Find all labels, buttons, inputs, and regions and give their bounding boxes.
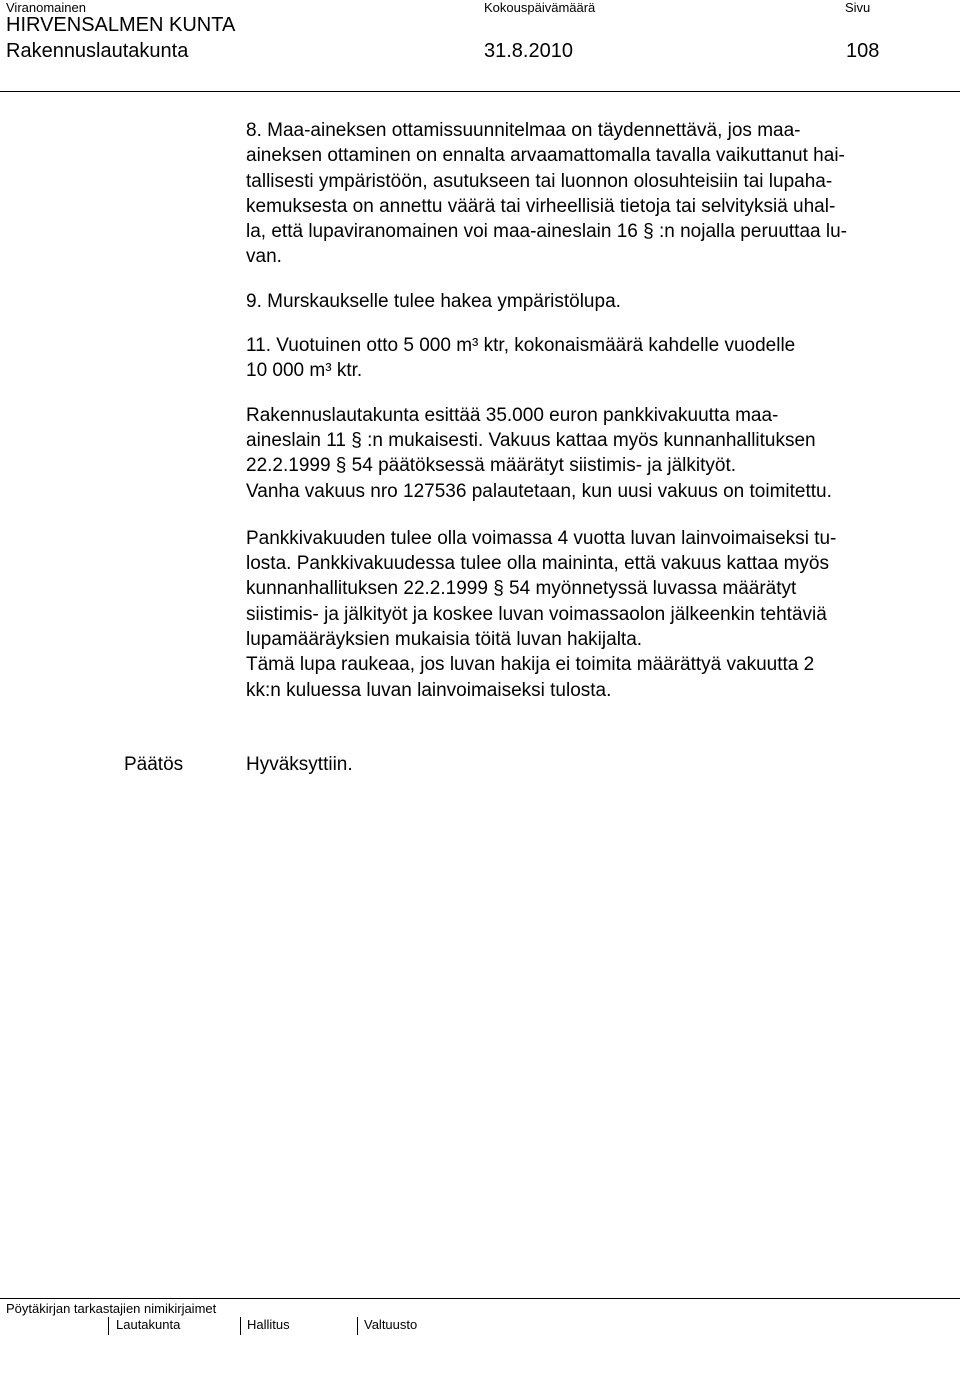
municipality-name: HIRVENSALMEN KUNTA <box>6 14 236 36</box>
validity-line: kunnanhallituksen 22.2.1999 § 54 myönnetyssä luvassa määrätyt <box>246 578 797 600</box>
validity-line: kk:n kuluessa luvan lainvoimaiseksi tulosta. <box>246 679 612 701</box>
item-8-line: van. <box>246 246 282 268</box>
item-11-line: 11. Vuotuinen otto 5 000 m³ ktr, kokonaismäärä kahdelle vuodelle <box>246 335 796 357</box>
item-8-line: aineksen ottaminen on ennalta arvaamattomalla tavalla vaikuttanut hai- <box>246 145 845 167</box>
item-9: 9. Murskaukselle tulee hakea ympäristölupa. <box>246 290 621 312</box>
validity-paragraph <box>246 526 847 703</box>
validity-line: Pankkivakuuden tulee olla voimassa 4 vuotta luvan lainvoimaiseksi tu- <box>246 527 837 549</box>
guarantee-line: Rakennuslautakunta esittää 35.000 euron pankkivakuutta maa- <box>246 404 779 426</box>
footer-divider <box>0 1298 960 1299</box>
meeting-date: 31.8.2010 <box>484 40 573 62</box>
decision-label: Päätös <box>124 754 184 775</box>
guarantee-paragraph <box>246 403 847 504</box>
item-8-line: tallisesti ympäristöön, asutukseen tai luonnon olosuhteisiin tai lupaha- <box>246 170 833 192</box>
decision-text: Hyväksyttiin. <box>246 754 353 775</box>
document-body <box>246 118 847 703</box>
header-label-page: Sivu <box>845 0 871 15</box>
guarantee-line: Vanha vakuus nro 127536 palautetaan, kun uusi vakuus on toimitettu. <box>246 480 832 502</box>
validity-line: losta. Pankkivakuudessa tulee olla maininta, että vakuus kattaa myös <box>246 553 829 575</box>
item-8-line: kemuksesta on annettu väärä tai virheellisiä tietoja tai selvityksiä uhal- <box>246 195 836 217</box>
footer-separator <box>240 1317 241 1335</box>
footer-col-government: Hallitus <box>247 1317 290 1332</box>
item-11-line: 10 000 m³ ktr. <box>246 360 363 382</box>
item-8-line: 8. Maa-aineksen ottamissuunnitelmaa on täydennettävä, jos maa- <box>246 120 801 141</box>
validity-line: Tämä lupa raukeaa, jos luvan hakija ei toimita määrättyä vakuutta 2 <box>246 654 815 676</box>
item-8 <box>246 118 847 270</box>
page-number: 108 <box>846 40 880 62</box>
footer-separator <box>108 1317 109 1335</box>
signatures-label: Pöytäkirjan tarkastajien nimikirjaimet <box>6 1301 217 1316</box>
board-name: Rakennuslautakunta <box>6 40 189 62</box>
header-divider <box>0 91 960 92</box>
footer-col-council: Valtuusto <box>364 1317 418 1332</box>
validity-line: lupamääräyksien mukaisia töitä luvan hakijalta. <box>246 629 643 651</box>
footer-col-board: Lautakunta <box>116 1317 181 1332</box>
item-11 <box>246 333 847 384</box>
guarantee-line: 22.2.1999 § 54 päätöksessä määrätyt siistimis- ja jälkityöt. <box>246 455 737 477</box>
header-label-official: Viranomainen <box>6 0 86 15</box>
footer-separator <box>357 1317 358 1335</box>
validity-line: siistimis- ja jälkityöt ja koskee luvan voimassaolon jälkeenkin tehtäviä <box>246 603 827 625</box>
header-label-date: Kokouspäivämäärä <box>484 0 596 15</box>
item-8-line: la, että lupaviranomainen voi maa-aineslain 16 § :n nojalla peruuttaa lu- <box>246 221 847 243</box>
guarantee-line: aineslain 11 § :n mukaisesti. Vakuus kattaa myös kunnanhallituksen <box>246 429 816 451</box>
